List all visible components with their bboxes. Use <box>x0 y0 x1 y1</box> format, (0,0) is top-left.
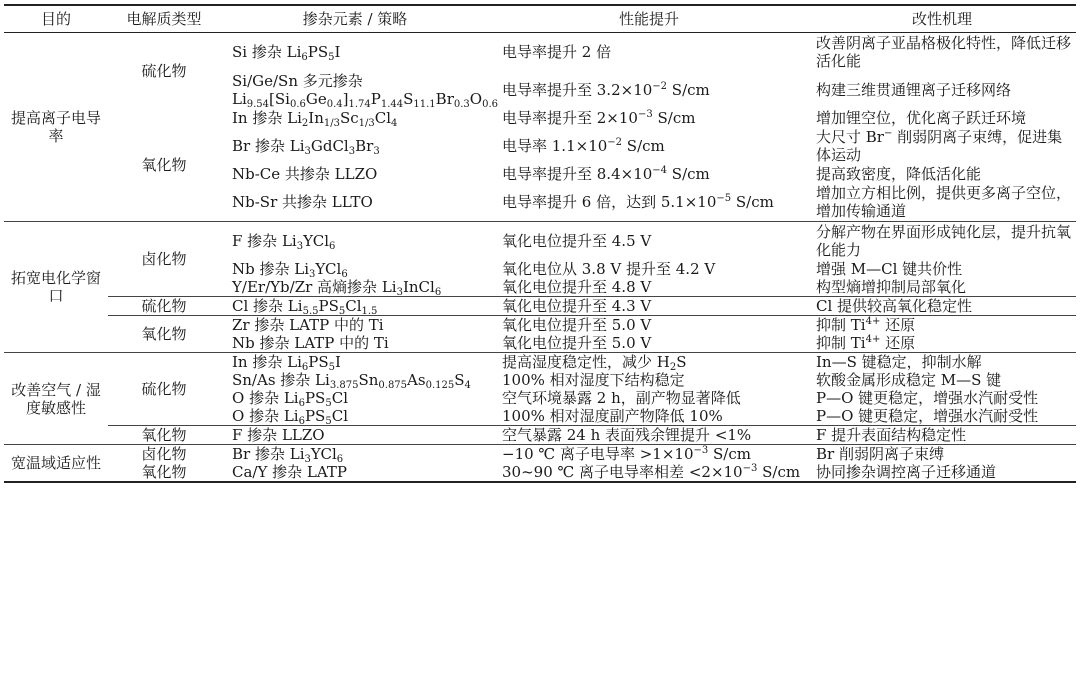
subscript: 6 <box>301 362 309 373</box>
table-row <box>4 297 1076 316</box>
subscript: 0.6 <box>289 99 306 110</box>
performance-improvement: 氧化电位提升至 4.8 V <box>490 278 808 297</box>
subscript: 6 <box>341 269 348 280</box>
subscript: 3 <box>296 241 304 252</box>
doping-element: Ca/Y 掺杂 LATP <box>220 463 490 482</box>
subscript: 5 <box>325 416 332 427</box>
performance-improvement: 电导率提升至 $2\times 10^{-3}$ S/cm <box>502 109 696 127</box>
group-goal: 拓宽电化学窗口 <box>4 222 108 353</box>
doping-element: F 掺杂 $Li_3YCl_6$ <box>232 232 336 252</box>
performance-improvement: 提高湿度稳定性，减少 $H_2S$ <box>502 353 687 373</box>
subscript: 0.4 <box>326 99 343 110</box>
table-row <box>4 445 1076 464</box>
doping-element: Nb 掺杂 $Li_3YCl_6$ <box>232 260 348 280</box>
modification-mechanism: Cl 提供较高氧化稳定性 <box>808 297 1076 316</box>
subscript: 3.875 <box>329 380 359 391</box>
electrolyte-type: 卤化物 <box>108 222 220 297</box>
performance-improvement: 电导率提升 6 倍，达到 $5.1\times 10^{-5}$ S/cm <box>490 183 808 222</box>
doping-element: Nb-Sr 共掺杂 LLTO <box>220 183 490 222</box>
subscript: 0.6 <box>482 99 498 110</box>
superscript: 4+ <box>865 316 881 327</box>
electrolyte-type: 硫化物 <box>141 62 187 80</box>
table-row <box>4 109 1076 127</box>
superscript: −3 <box>742 463 758 474</box>
subscript: 6 <box>336 454 344 465</box>
subscript: 1/3 <box>323 118 340 129</box>
doping-element: O 掺杂 $Li_6PS_5Cl$ <box>220 407 490 426</box>
subscript: 4 <box>391 118 398 129</box>
performance-improvement: 30~90 ℃ 离子电导率相差 $<2\times 10^{-3}$ S/cm <box>490 463 808 482</box>
modification-mechanism: 抑制 $Ti^{4+}$ 还原 <box>808 334 1076 353</box>
electrolyte-type: 卤化物 <box>141 445 187 463</box>
electrolyte-type: 氧化物 <box>108 109 220 222</box>
header-electrolyte-type: 电解质类型 <box>108 5 220 33</box>
group-goal: 改善空气 / 湿度敏感性 <box>4 353 108 445</box>
modification-mechanism: 构型熵增抑制局部氧化 <box>808 278 1076 297</box>
doping-element: Sn/As 掺杂 $Li_{3.875}Sn_{0.875}As_{0.125}S_4$ <box>232 371 471 391</box>
subscript: 0.3 <box>453 99 470 110</box>
table-header <box>4 5 1076 33</box>
group-goal: 提高离子电导率 <box>4 33 108 222</box>
performance-improvement: 空气环境暴露 2 h，副产物显著降低 <box>502 389 741 407</box>
subscript: 1/3 <box>358 118 375 129</box>
superscript: −4 <box>652 165 668 176</box>
doping-strategy-table <box>4 4 1076 483</box>
subscript: 2 <box>301 118 309 129</box>
subscript: 1.5 <box>361 306 378 317</box>
doping-element: In 掺杂 $Li_2In_{1/3}Sc_{1/3}Cl_4$ <box>232 109 398 129</box>
header-doping-element: 掺杂元素 / 策略 <box>220 5 490 33</box>
subscript: 6 <box>434 287 442 298</box>
modification-mechanism: P—O 键更稳定，增强水汽耐受性 <box>808 407 1076 426</box>
subscript: 6 <box>298 398 305 409</box>
electrolyte-type: 氧化物 <box>108 316 220 353</box>
performance-improvement: −10 ℃ 离子电导率 $>1\times 10^{-3}$ S/cm <box>502 445 751 463</box>
superscript: −3 <box>637 109 653 120</box>
doping-element: Br 掺杂 $Li_3GdCl_3Br_3$ <box>232 137 380 157</box>
performance-improvement: 100% 相对湿度下结构稳定 <box>502 371 685 389</box>
doping-element: Si/Ge/Sn 多元掺杂 $Li_{9.54}[Si_{0.6}Ge_{0.4}]_{1.74}P_{1.44}S_{11.1}Br_{0.3}O_{0.6}$ <box>232 72 498 110</box>
modification-mechanism: 改善阴离子亚晶格极化特性，降低迁移活化能 <box>816 34 1072 70</box>
modification-mechanism: 增加锂空位，优化离子跃迁环境 <box>816 109 1027 127</box>
header-modification-mechanism: 改性机理 <box>808 5 1076 33</box>
superscript: −5 <box>716 193 732 204</box>
subscript: 4 <box>464 380 471 391</box>
modification-mechanism: 分解产物在界面形成钝化层，提升抗氧化能力 <box>816 223 1072 259</box>
performance-improvement: 电导率提升至 $3.2\times 10^{-2}$ S/cm <box>502 81 710 99</box>
doping-element: Br 掺杂 $Li_3YCl_6$ <box>232 445 344 465</box>
modification-mechanism: 大尺寸 Br− 削弱阴离子束缚，促进集体运动 <box>816 128 1063 164</box>
subscript: 11.1 <box>413 99 436 110</box>
table-row <box>4 426 1076 445</box>
electrolyte-type: 氧化物 <box>108 426 220 445</box>
superscript: −3 <box>693 445 709 456</box>
performance-improvement: 电导率 $1.1\times 10^{-2}$ S/cm <box>502 137 665 155</box>
modification-mechanism: In—S 键稳定，抑制水解 <box>816 353 982 371</box>
doping-element: In 掺杂 $Li_6PS_5I$ <box>232 353 341 373</box>
subscript: 5.5 <box>302 306 319 317</box>
subscript: 3 <box>309 269 316 280</box>
subscript: 5 <box>328 362 336 373</box>
modification-mechanism: 增强 M—Cl 键共价性 <box>816 260 963 278</box>
modification-mechanism: Br 削弱阴离子束缚 <box>816 445 944 463</box>
modification-mechanism: 协同掺杂调控离子迁移通道 <box>808 463 1076 482</box>
doping-element: Si 掺杂 $Li_6PS_5I$ <box>232 43 341 63</box>
modification-mechanism: 抑制 $Ti^{4+}$ 还原 <box>816 316 916 334</box>
doping-element: Nb-Ce 共掺杂 LLZO <box>232 165 378 183</box>
doping-element: Cl 掺杂 $Li_{5.5}PS_5Cl_{1.5}$ <box>220 297 490 316</box>
subscript: 3 <box>348 146 356 157</box>
doping-element: Zr 掺杂 LATP 中的 Ti <box>232 316 384 334</box>
superscript: −2 <box>607 137 623 148</box>
performance-improvement: 氧化电位提升至 5.0 V <box>502 316 652 334</box>
modification-mechanism: 软酸金属形成稳定 M—S 键 <box>816 371 1002 389</box>
table-row <box>4 33 1076 72</box>
doping-element: Y/Er/Yb/Zr 高熵掺杂 $Li_3InCl_6$ <box>220 278 490 297</box>
table-row <box>4 353 1076 372</box>
modification-mechanism: 构建三维贯通锂离子迁移网络 <box>816 81 1012 99</box>
subscript: 6 <box>329 241 336 252</box>
subscript: 3 <box>304 146 311 157</box>
subscript: 2 <box>669 362 677 373</box>
modification-mechanism: 提高致密度，降低活化能 <box>816 165 982 183</box>
subscript: 5 <box>325 398 332 409</box>
performance-improvement: 电导率提升 2 倍 <box>502 43 612 61</box>
electrolyte-type: 硫化物 <box>108 297 220 316</box>
subscript: 6 <box>298 416 305 427</box>
electrolyte-type: 硫化物 <box>108 353 220 426</box>
subscript: 0.125 <box>425 380 455 391</box>
subscript: 3 <box>373 146 380 157</box>
doping-element: F 掺杂 LLZO <box>220 426 490 445</box>
group-goal: 宽温域适应性 <box>4 445 108 483</box>
modification-mechanism: 增加立方相比例，提供更多离子空位，增加传输通道 <box>808 183 1076 222</box>
modification-mechanism: P—O 键更稳定，增强水汽耐受性 <box>816 389 1039 407</box>
subscript: 5 <box>338 306 346 317</box>
performance-improvement: 氧化电位提升至 4.5 V <box>502 232 652 250</box>
doping-element: Nb 掺杂 LATP 中的 Ti <box>220 334 490 353</box>
subscript: 0.875 <box>378 380 408 391</box>
superscript: −2 <box>652 81 668 92</box>
subscript: 3 <box>304 454 311 465</box>
subscript: 1.74 <box>348 99 371 110</box>
electrolyte-type: 氧化物 <box>108 463 220 482</box>
performance-improvement: 氧化电位从 3.8 V 提升至 4.2 V <box>502 260 716 278</box>
subscript: 3 <box>396 287 403 298</box>
doping-element: O 掺杂 $Li_6PS_5Cl$ <box>232 389 348 409</box>
performance-improvement: 电导率提升至 $8.4\times 10^{-4}$ S/cm <box>502 165 710 183</box>
subscript: 6 <box>301 52 308 63</box>
table-row <box>4 222 1076 261</box>
modification-mechanism: F 提升表面结构稳定性 <box>808 426 1076 445</box>
table-row <box>4 316 1076 335</box>
performance-improvement: 氧化电位提升至 5.0 V <box>490 334 808 353</box>
performance-improvement: 空气暴露 24 h 表面残余锂提升 <1% <box>490 426 808 445</box>
performance-improvement: 100% 相对湿度副产物降低 10% <box>490 407 808 426</box>
table-row <box>4 463 1076 482</box>
table-body <box>4 33 1076 483</box>
superscript: 4+ <box>865 334 881 345</box>
subscript: 1.44 <box>380 99 404 110</box>
header-row <box>4 5 1076 33</box>
subscript: 9.54 <box>246 99 270 110</box>
header-performance-improvement: 性能提升 <box>490 5 808 33</box>
header-goal: 目的 <box>4 5 108 33</box>
performance-improvement: 氧化电位提升至 4.3 V <box>490 297 808 316</box>
subscript: 5 <box>328 52 335 63</box>
superscript: − <box>883 128 893 139</box>
